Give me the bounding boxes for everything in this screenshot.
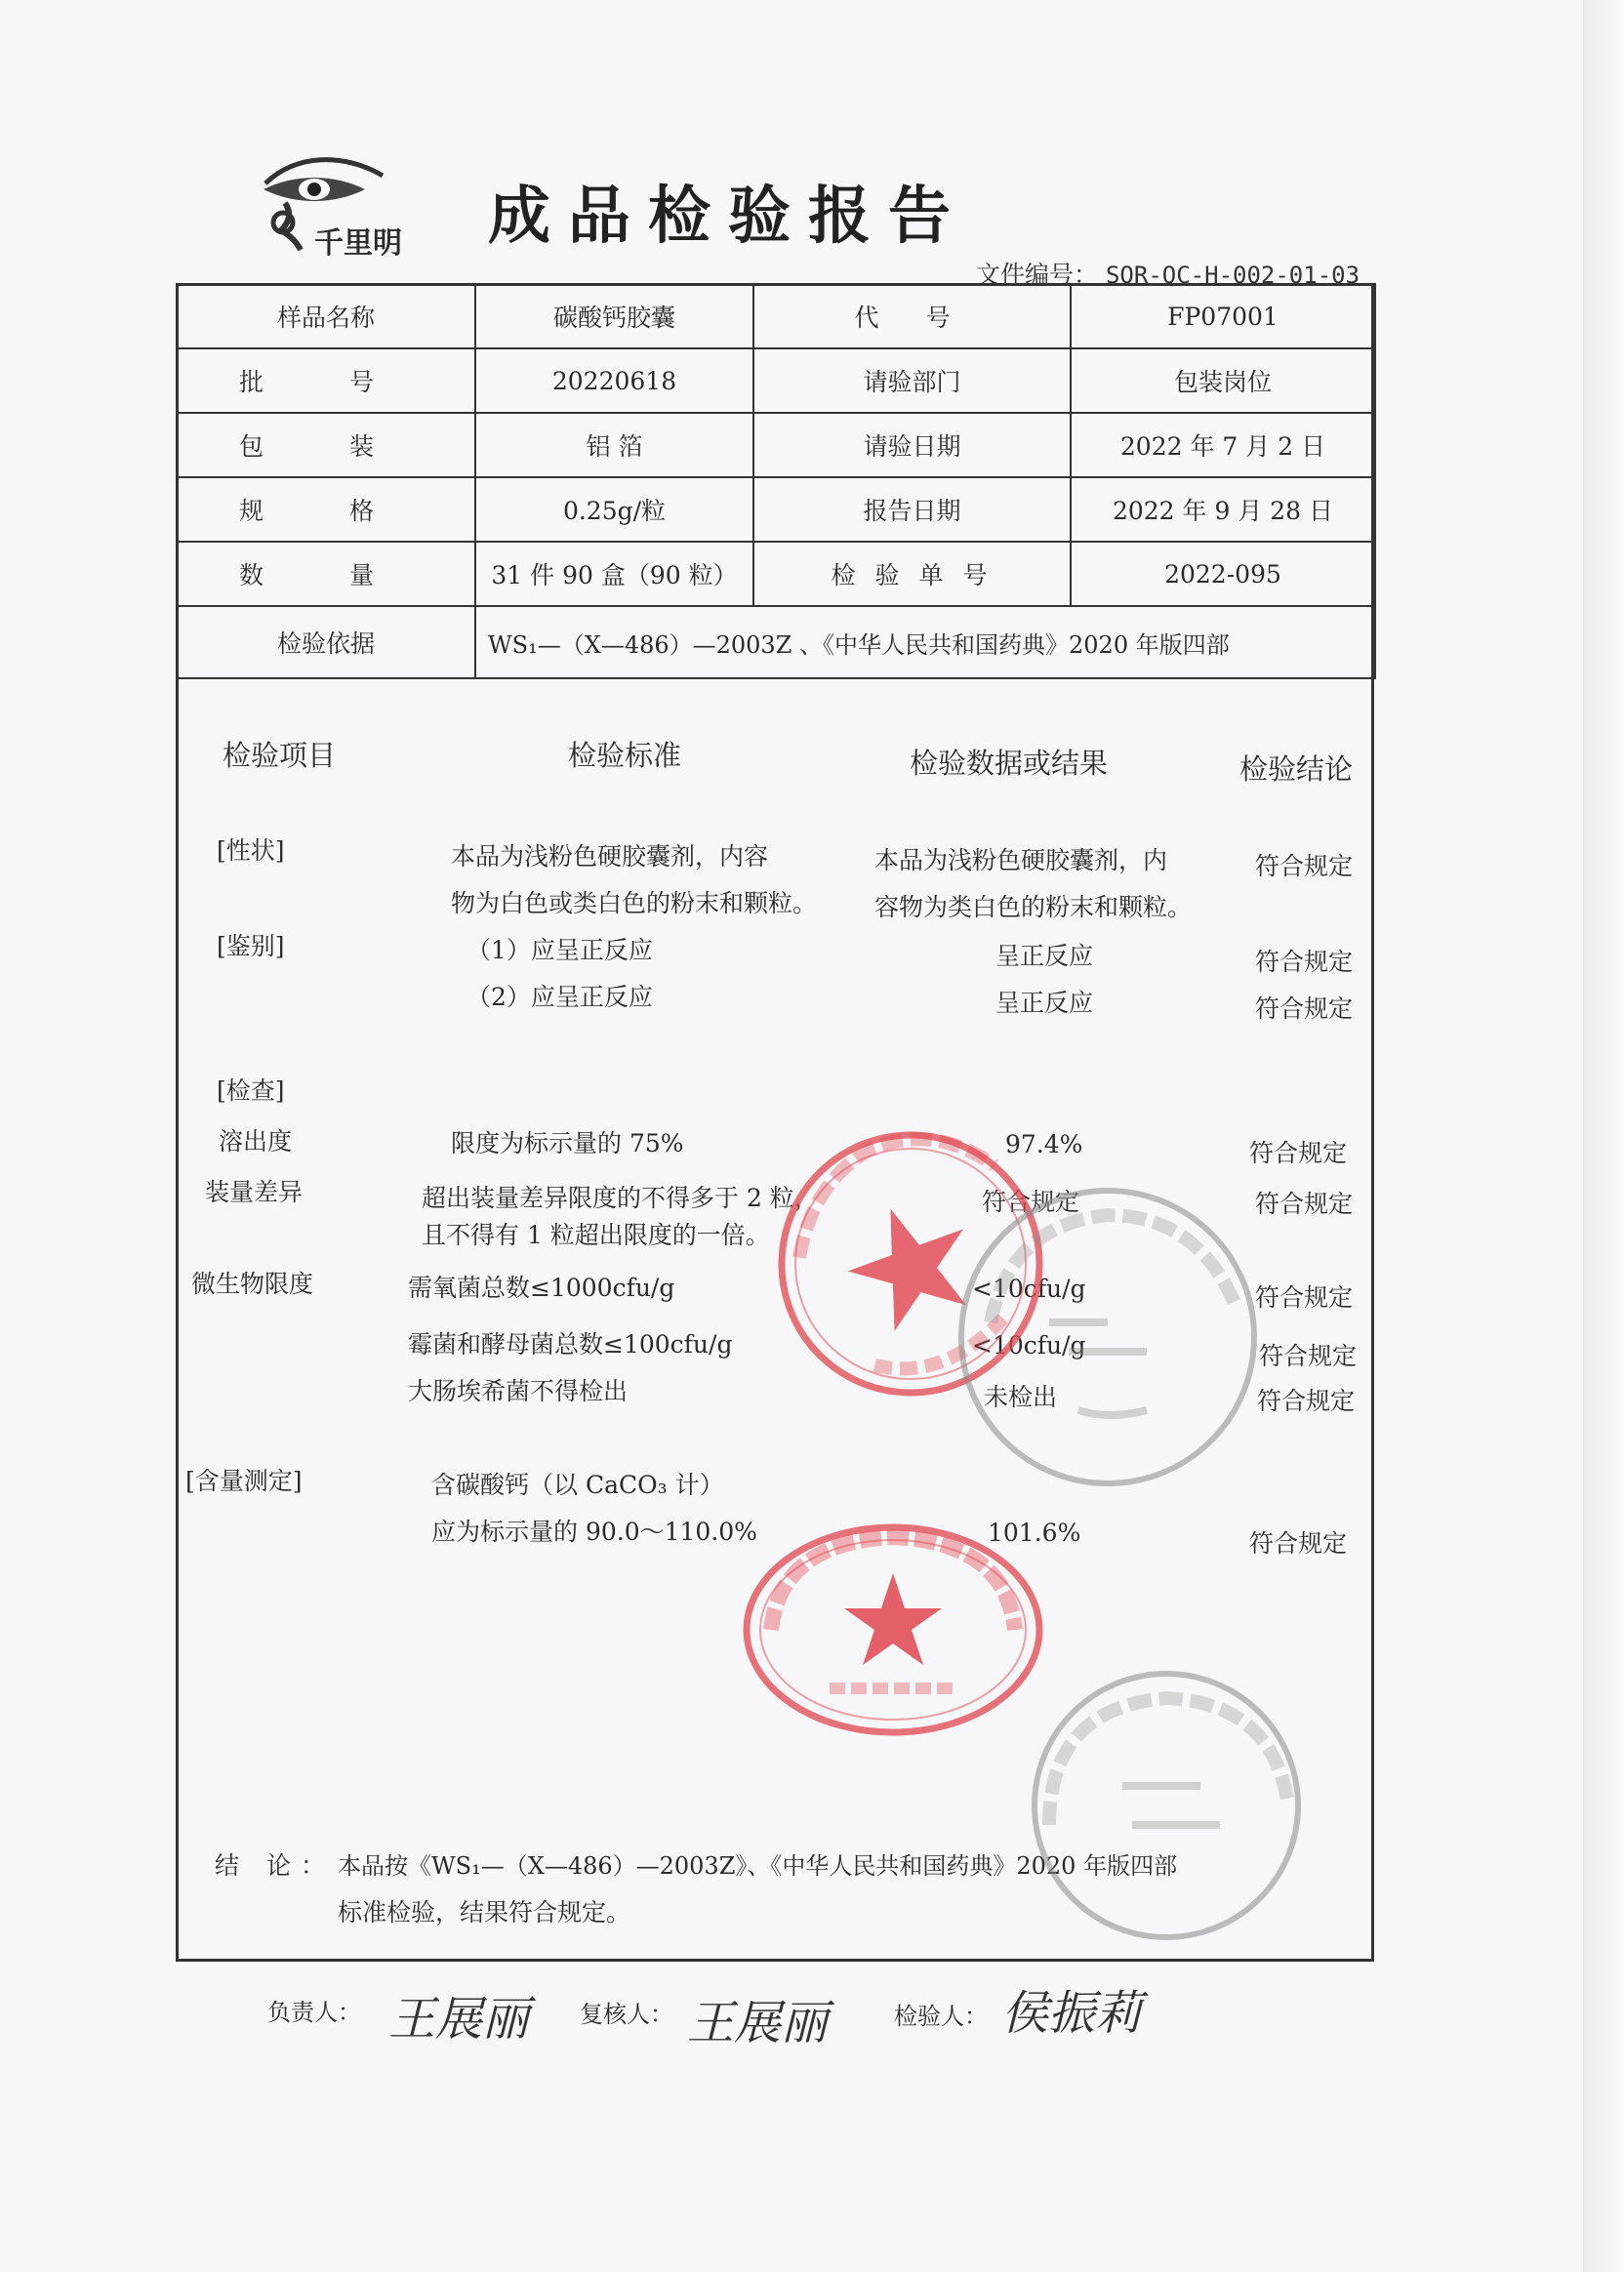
- micro1-standard: 需氧菌总数≤1000cfu/g: [408, 1274, 675, 1302]
- conclusion-line1: 本品按《WS₁—（X—486）—2003Z》、《中华人民共和国药典》2020 年版四部: [338, 1852, 1178, 1880]
- batch-label: 批 号: [177, 348, 475, 413]
- qty-label: 数 量: [177, 542, 475, 606]
- spec-label: 规 格: [177, 477, 475, 542]
- ident1-standard: （1）应呈正反应: [467, 936, 653, 964]
- table-row: [177, 606, 1375, 678]
- report-date-label: 报告日期: [753, 477, 1071, 542]
- reviewer-label: 复核人：: [580, 2001, 673, 2028]
- table-row: [177, 284, 1375, 348]
- micro3-conclusion: 符合规定: [1257, 1387, 1356, 1415]
- ident1-result: 呈正反应: [995, 942, 1094, 970]
- dept-value: 包装岗位: [1071, 348, 1375, 413]
- microbial-limit-item: 微生物限度: [191, 1270, 314, 1298]
- ident2-result: 呈正反应: [995, 989, 1094, 1017]
- gray-stamp-inspection-1: [942, 1176, 1274, 1498]
- fill-variation-conclusion: 符合规定: [1255, 1190, 1354, 1218]
- red-stamp-test-report: [732, 1513, 1054, 1747]
- ident1-conclusion: 符合规定: [1255, 948, 1354, 976]
- ident2-conclusion: 符合规定: [1255, 994, 1354, 1023]
- section-identification: [鉴别]: [217, 932, 285, 960]
- table-row: [177, 542, 1375, 606]
- sample-name-label: 样品名称: [177, 284, 475, 348]
- fill-variation-standard-line2: 且不得有 1 粒超出限度的一倍。: [422, 1221, 770, 1249]
- table-row: [177, 413, 1375, 477]
- dept-label: 请验部门: [753, 348, 1071, 413]
- fill-variation-standard-line1: 超出装量差异限度的不得多于 2 粒，: [422, 1184, 819, 1212]
- inspector-signature: 侯振莉: [1001, 1986, 1143, 2041]
- page-title: 成品检验报告: [488, 180, 968, 253]
- logo-text: 千里明: [314, 226, 402, 261]
- dissolution-conclusion: 符合规定: [1249, 1139, 1348, 1167]
- micro3-standard: 大肠埃希菌不得检出: [408, 1377, 629, 1405]
- section-appearance: [性状]: [217, 836, 285, 865]
- assay-conclusion: 符合规定: [1249, 1529, 1348, 1558]
- spec-value: 0.25g/粒: [475, 477, 753, 542]
- basis-value: WS₁—（X—486）—2003Z 、《中华人民共和国药典》2020 年版四部: [475, 606, 1375, 678]
- ident2-standard: （2）应呈正反应: [467, 983, 653, 1011]
- fill-variation-item: 装量差异: [205, 1178, 304, 1206]
- table-row: [177, 477, 1375, 542]
- conclusion-label: 结 论：: [215, 1851, 335, 1880]
- micro3-result: 未检出: [984, 1383, 1058, 1411]
- micro1-conclusion: 符合规定: [1255, 1283, 1354, 1312]
- test-no-value: 2022-095: [1071, 542, 1375, 606]
- req-date-value: 2022 年 7 月 2 日: [1071, 413, 1375, 477]
- appearance-standard-line1: 本品为浅粉色硬胶囊剂，内容: [451, 842, 769, 871]
- test-no-label: 检 验 单 号: [753, 542, 1071, 606]
- micro2-conclusion: 符合规定: [1259, 1342, 1358, 1370]
- code-value: FP07001: [1071, 284, 1375, 348]
- assay-standard-line2: 应为标示量的 90.0～110.0%: [431, 1518, 757, 1546]
- column-header-result: 检验数据或结果: [910, 747, 1109, 780]
- basis-label: 检验依据: [177, 606, 475, 678]
- info-table: [176, 283, 1376, 679]
- assay-standard-line1: 含碳酸钙（以 CaCO₃ 计）: [431, 1471, 724, 1499]
- column-header-conclusion: 检验结论: [1239, 752, 1354, 786]
- pack-value: 铝 箔: [475, 413, 753, 477]
- batch-value: 20220618: [475, 348, 753, 413]
- section-assay: [含量测定]: [185, 1467, 303, 1495]
- appearance-conclusion: 符合规定: [1255, 852, 1354, 880]
- doc-no-value: SOR-QC-H-002-01-03: [1105, 262, 1360, 289]
- code-label: 代 号: [753, 284, 1071, 348]
- micro2-standard: 霉菌和酵母菌总数≤100cfu/g: [408, 1330, 733, 1359]
- reviewer-signature: 王展丽: [687, 1996, 829, 2050]
- report-date-value: 2022 年 9 月 28 日: [1071, 477, 1375, 542]
- pack-label: 包 装: [177, 413, 475, 477]
- table-row: [177, 348, 1375, 413]
- column-header-standard: 检验标准: [568, 739, 682, 772]
- conclusion-line2: 标准检验，结果符合规定。: [338, 1898, 631, 1927]
- dissolution-standard: 限度为标示量的 75%: [451, 1129, 684, 1157]
- qty-value: 31 件 90 盒（90 粒）: [475, 542, 753, 606]
- inspector-label: 检验人：: [894, 2003, 988, 2030]
- section-inspection: [检查]: [217, 1076, 285, 1105]
- appearance-result-line1: 本品为浅粉色硬胶囊剂，内: [874, 846, 1168, 874]
- page-edge: [1583, 0, 1624, 2272]
- sample-name-value: 碳酸钙胶囊: [475, 284, 753, 348]
- appearance-result-line2: 容物为类白色的粉末和颗粒。: [874, 893, 1193, 921]
- micro1-result: <10cfu/g: [972, 1275, 1086, 1303]
- micro2-result: <10cfu/g: [972, 1331, 1086, 1359]
- dissolution-item: 溶出度: [219, 1127, 293, 1156]
- assay-result: 101.6%: [988, 1519, 1081, 1547]
- fill-variation-result: 符合规定: [982, 1188, 1080, 1216]
- gray-stamp-inspection-2: [1015, 1659, 1318, 1952]
- dissolution-result: 97.4%: [1005, 1130, 1083, 1158]
- appearance-standard-line2: 物为白色或类白色的粉末和颗粒。: [451, 889, 818, 917]
- req-date-label: 请验日期: [753, 413, 1071, 477]
- responsible-signature: 王展丽: [388, 1992, 530, 2047]
- column-header-item: 检验项目: [223, 739, 337, 772]
- doc-no-label: 文件编号：: [976, 261, 1099, 289]
- responsible-label: 负责人：: [267, 1999, 361, 2026]
